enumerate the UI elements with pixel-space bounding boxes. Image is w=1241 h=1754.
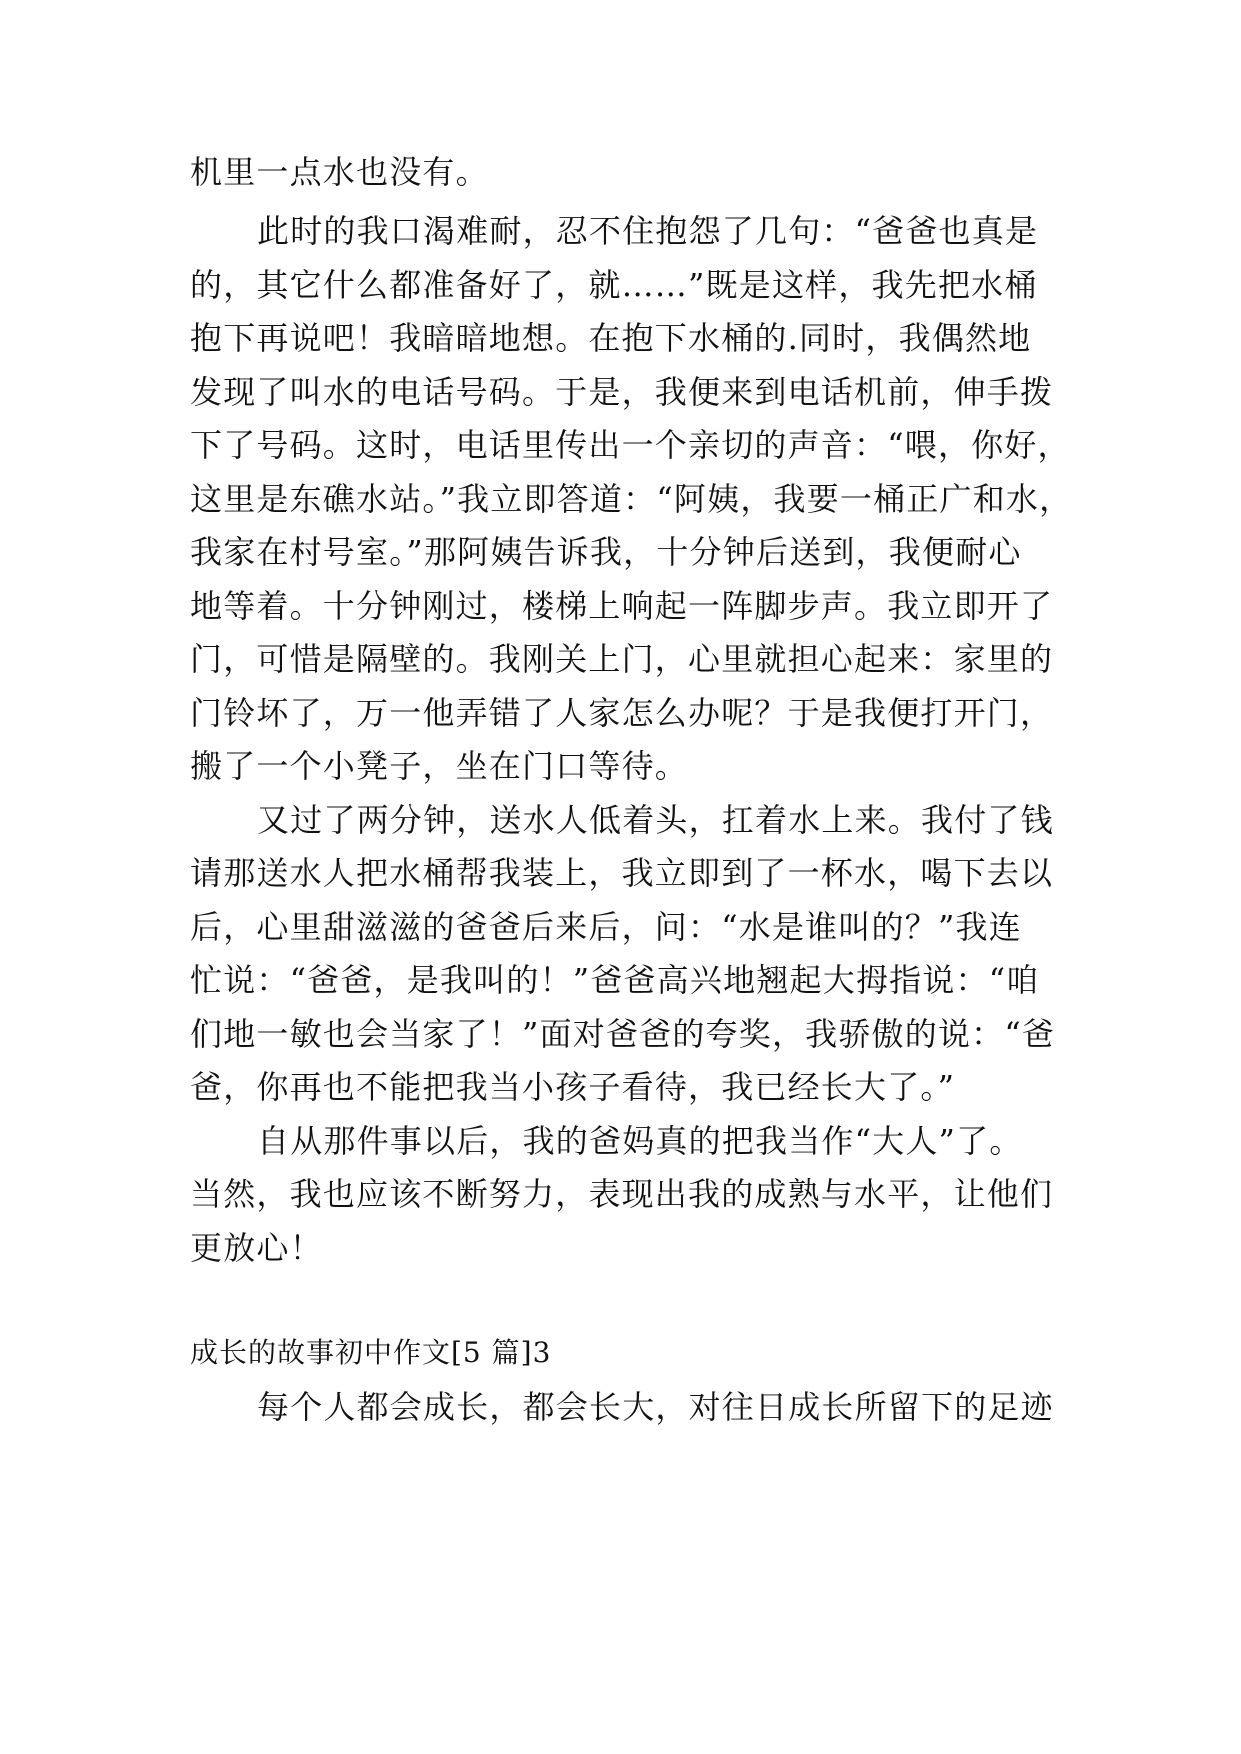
section-heading: 成长的故事初中作文[5 篇]3	[190, 1336, 552, 1369]
text-line: 的，其它什么都准备好了，就……”既是这样，我先把水桶	[190, 266, 1038, 304]
text-line: 爸，你再也不能把我当小孩子看待，我已经长大了。”	[190, 1068, 956, 1106]
text-line: 当然，我也应该不断努力，表现出我的成熟与水平，让他们	[190, 1175, 1054, 1213]
text-line: 地等着。十分钟刚过，楼梯上响起一阵脚步声。我立即开了	[190, 587, 1054, 625]
text-line: 请那送水人把水桶帮我装上，我立即到了一杯水，喝下去以	[190, 854, 1054, 892]
text-line: 们地一敏也会当家了！”面对爸爸的夸奖，我骄傲的说：“爸	[190, 1015, 1056, 1053]
text-line: 门铃坏了，万一他弄错了人家怎么办呢？于是我便打开门，	[190, 694, 1054, 732]
text-line: 后，心里甜滋滋的爸爸后来后，问：“水是谁叫的？”我连	[190, 908, 1022, 946]
text-line: 更放心！	[190, 1229, 323, 1267]
text-line: 抱下再说吧！我暗暗地想。在抱下水桶的.同时，我偶然地	[190, 319, 1032, 357]
text-line: 下了号码。这时，电话里传出一个亲切的声音：“喂，你好，	[190, 426, 1071, 464]
paragraph-start-line: 每个人都会成长，都会长大，对往日成长所留下的足迹	[257, 1388, 1054, 1426]
text-line: 这里是东礁水站。”我立即答道：“阿姨，我要一桶正广和水，	[190, 480, 1073, 518]
text-line: 门，可惜是隔壁的。我刚关上门，心里就担心起来：家里的	[190, 640, 1054, 678]
text-line: 搬了一个小凳子，坐在门口等待。	[190, 747, 689, 785]
paragraph-start-line: 又过了两分钟，送水人低着头，扛着水上来。我付了钱	[257, 801, 1054, 839]
paragraph-start-line: 此时的我口渴难耐，忍不住抱怨了几句：“爸爸也真是	[257, 212, 1039, 250]
text-line: 我家在村号室。”那阿姨告诉我，十分钟后送到，我便耐心	[190, 533, 1022, 571]
paragraph-start-line: 自从那件事以后，我的爸妈真的把我当作“大人”了。	[257, 1122, 1023, 1160]
text-line: 机里一点水也没有。	[190, 153, 489, 191]
text-line: 发现了叫水的电话号码。于是，我便来到电话机前，伸手拨	[190, 373, 1054, 411]
text-line: 忙说：“爸爸，是我叫的！”爸爸高兴地翘起大拇指说：“咱	[190, 961, 1040, 999]
